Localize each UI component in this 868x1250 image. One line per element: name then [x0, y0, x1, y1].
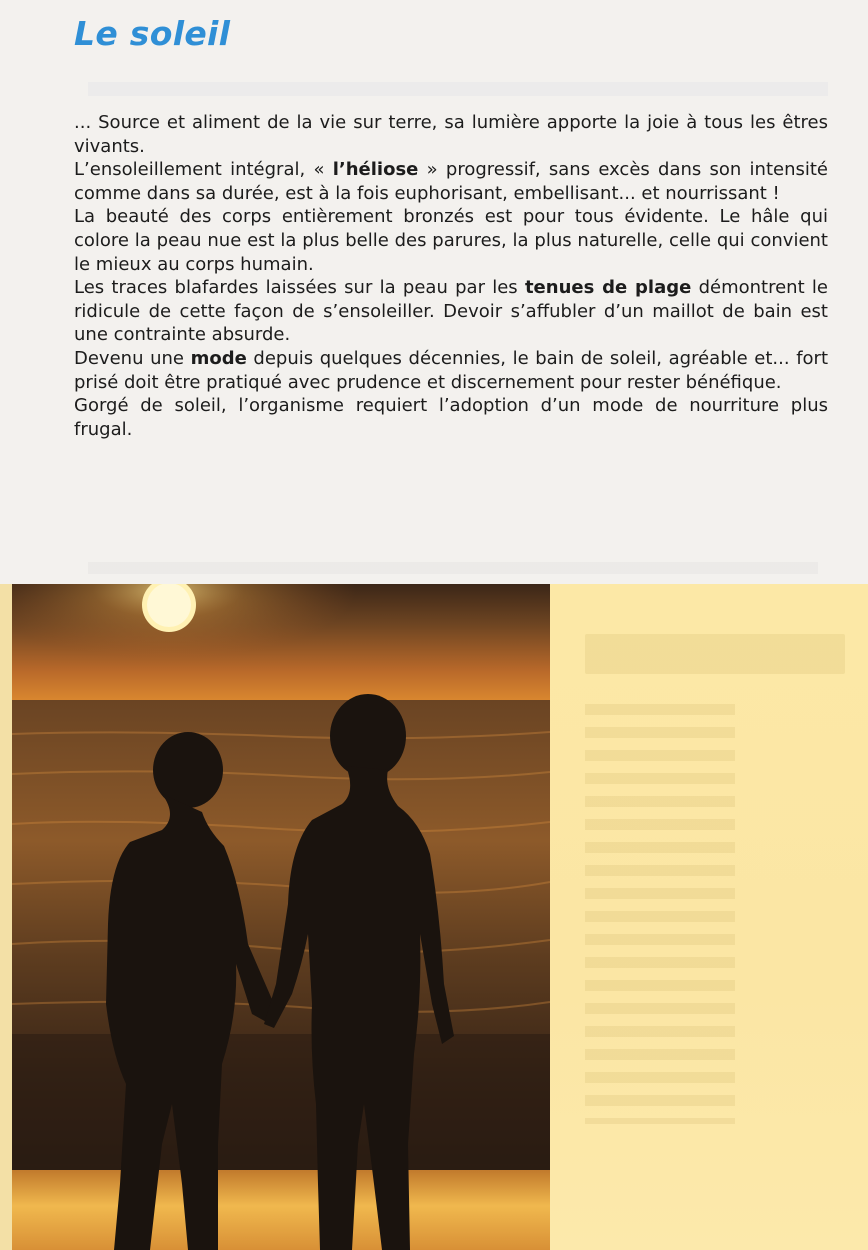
body-paragraph	[74, 276, 828, 347]
text-section	[0, 0, 868, 584]
paragraph-text: depuis quelques décennies, le bain de soleil, agréable et... fort prisé doit être pratiqué avec prudence et discernement pour rester bénéfique.	[74, 347, 828, 393]
sunset-photo	[12, 584, 550, 1250]
paragraph-text: ... Source et aliment de la vie sur terre, sa lumière apporte la joie à tous les êtres vivants.	[74, 112, 828, 157]
paragraph-text: » progressif, sans excès dans son intensité comme dans sa durée, est à la fois euphorisant, embellisant... et nourrissant !	[74, 159, 828, 204]
paragraph-text: Gorgé de soleil, l’organisme requiert l’adoption d’un mode de nourriture plus frugal.	[74, 395, 828, 440]
page-edge	[0, 584, 12, 1250]
paragraph-text: L’ensoleillement intégral, «	[74, 159, 333, 181]
body-text	[74, 111, 828, 441]
body-paragraph	[74, 394, 828, 441]
yellow-panel	[545, 584, 868, 1250]
emphasis-text: tenues de plage	[524, 277, 692, 299]
body-paragraph	[74, 205, 828, 276]
body-paragraph	[74, 347, 828, 394]
body-paragraph	[74, 158, 828, 205]
paragraph-text: Les traces blafardes laissées sur la peau par les	[74, 277, 525, 299]
image-section	[0, 584, 868, 1250]
page-title: Le soleil	[74, 14, 231, 53]
paragraph-text: Devenu une	[74, 347, 191, 369]
paragraph-text: démontrent le ridicule de cette façon de s’ensoleiller. Devoir s’affubler d’un maillot de bain est une contrainte absurde.	[74, 277, 828, 346]
emphasis-text: l’héliose	[332, 159, 419, 181]
paragraph-text: La beauté des corps entièrement bronzés est pour tous évidente. Le hâle qui colore la peau nue est la plus belle des parures, la plus naturelle, celle qui convient le mieux au corps humain.	[74, 206, 828, 275]
beach	[12, 1170, 550, 1250]
body-paragraph	[74, 111, 828, 158]
emphasis-text: mode	[190, 347, 247, 369]
